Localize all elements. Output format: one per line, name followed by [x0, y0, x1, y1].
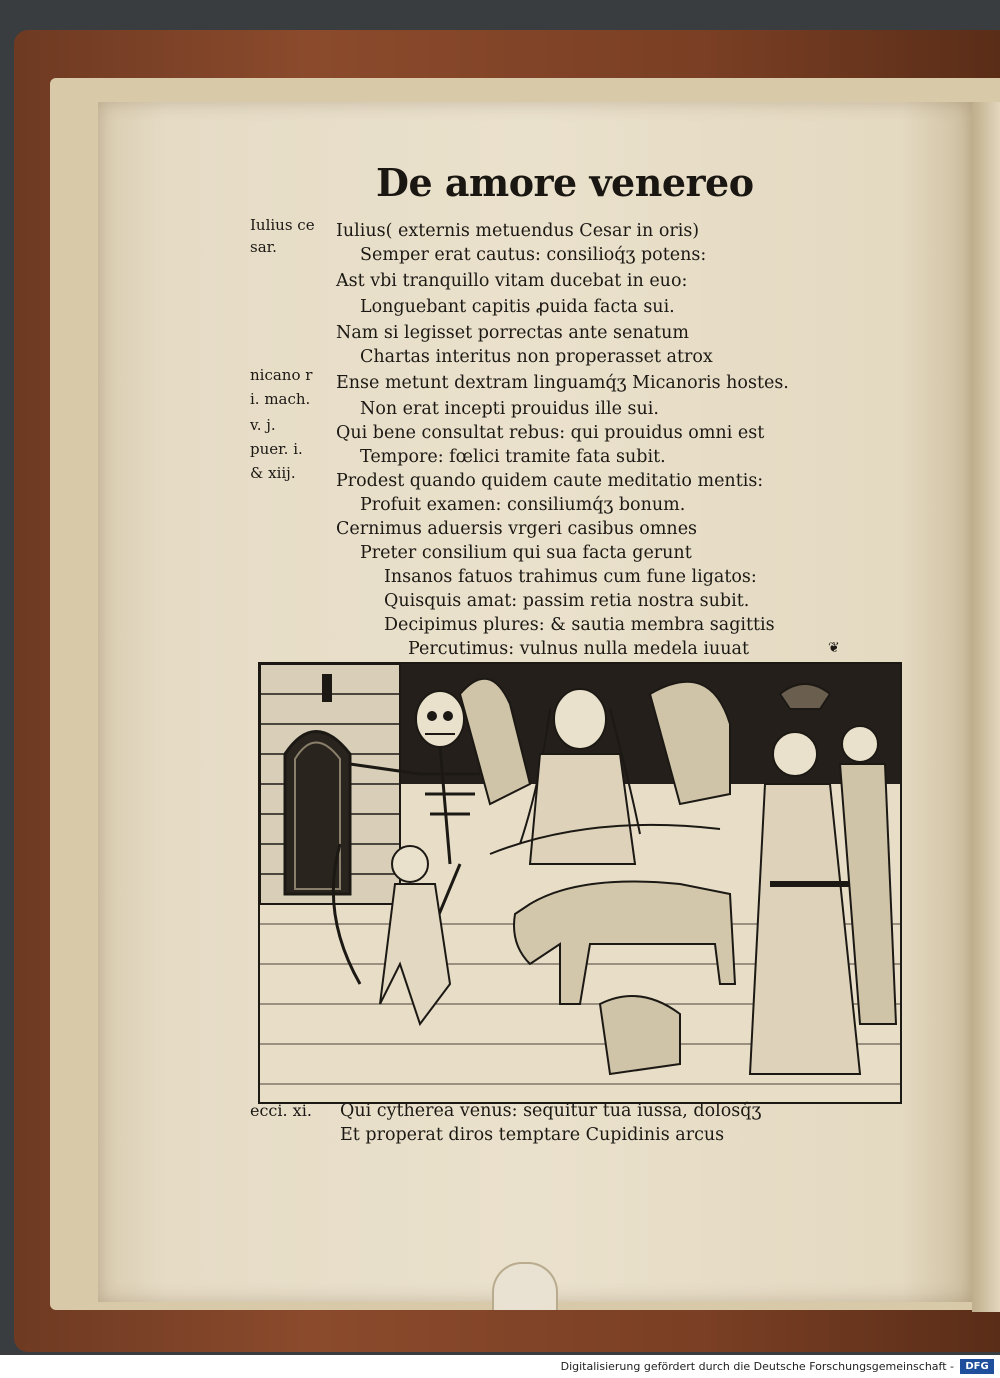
verse-line: Insanos fatuos trahimus cum fune ligatos: [384, 567, 757, 587]
verse-line: Non erat incepti prouidus ille sui. [360, 399, 659, 419]
marginal-note: nicano r [250, 366, 313, 384]
verse-line-bottom: Et properat diros temptare Cupidinis arcus [340, 1125, 725, 1145]
verse-line: Semper erat cautus: consilioq́ʒ potens: [360, 245, 707, 265]
page-title: De amore venereo [376, 160, 754, 205]
verse-line: Ense metunt dextram linguamq́ʒ Micanoris hostes. [336, 373, 789, 393]
verse-line: Preter consilium qui sua facta gerunt [360, 543, 692, 563]
marginal-note: sar. [250, 238, 277, 256]
credit-text: Digitalisierung gefördert durch die Deutsche Forschungsgemeinschaft - [560, 1360, 954, 1373]
verse-line: Cernimus aduersis vrgeri casibus omnes [336, 519, 698, 539]
verse-line: Chartas interitus non properasset atrox [360, 347, 713, 367]
verse-line: Iulius( externis metuendus Cesar in oris) [336, 221, 700, 241]
marginal-note: v. j. [250, 416, 276, 434]
verse-line: Percutimus: vulnus nulla medela iuuat [408, 639, 749, 659]
dfg-logo[interactable]: DFG [960, 1359, 994, 1374]
verse-line: Profuit examen: consiliumq́ʒ bonum. [360, 495, 686, 515]
woodcut-illustration [258, 662, 902, 1104]
marginal-note-bottom: ecci. xi. [250, 1101, 312, 1120]
page-edge [972, 102, 1000, 1312]
verse-line: Ast vbi tranquillo vitam ducebat in euo: [336, 271, 688, 291]
woodcut-drawing [260, 664, 900, 1102]
verse-line: Prodest quando quidem caute meditatio mentis: [336, 471, 764, 491]
verse-line-bottom: Qui cytherea venus: sequitur tua iussa, dolosq́ʒ [340, 1101, 762, 1121]
marginal-note: & xiij. [250, 464, 296, 482]
pointer-mark: ❦ [828, 640, 840, 656]
marginal-note: i. mach. [250, 390, 311, 408]
book-clasp [492, 1262, 558, 1310]
verse-line: Tempore: fœlici tramite fata subit. [360, 447, 666, 467]
marginal-note: puer. i. [250, 440, 303, 458]
verse-line: Decipimus plures: & sautia membra sagittis [384, 615, 775, 635]
verse-line: Nam si legisset porrectas ante senatum [336, 323, 689, 343]
verse-line: Qui bene consultat rebus: qui prouidus omni est [336, 423, 765, 443]
verse-line: Longuebant capitis ꝓuida facta sui. [360, 297, 675, 317]
verse-line: Quisquis amat: passim retia nostra subit. [384, 591, 750, 611]
marginal-note: Iulius ce [250, 216, 315, 234]
